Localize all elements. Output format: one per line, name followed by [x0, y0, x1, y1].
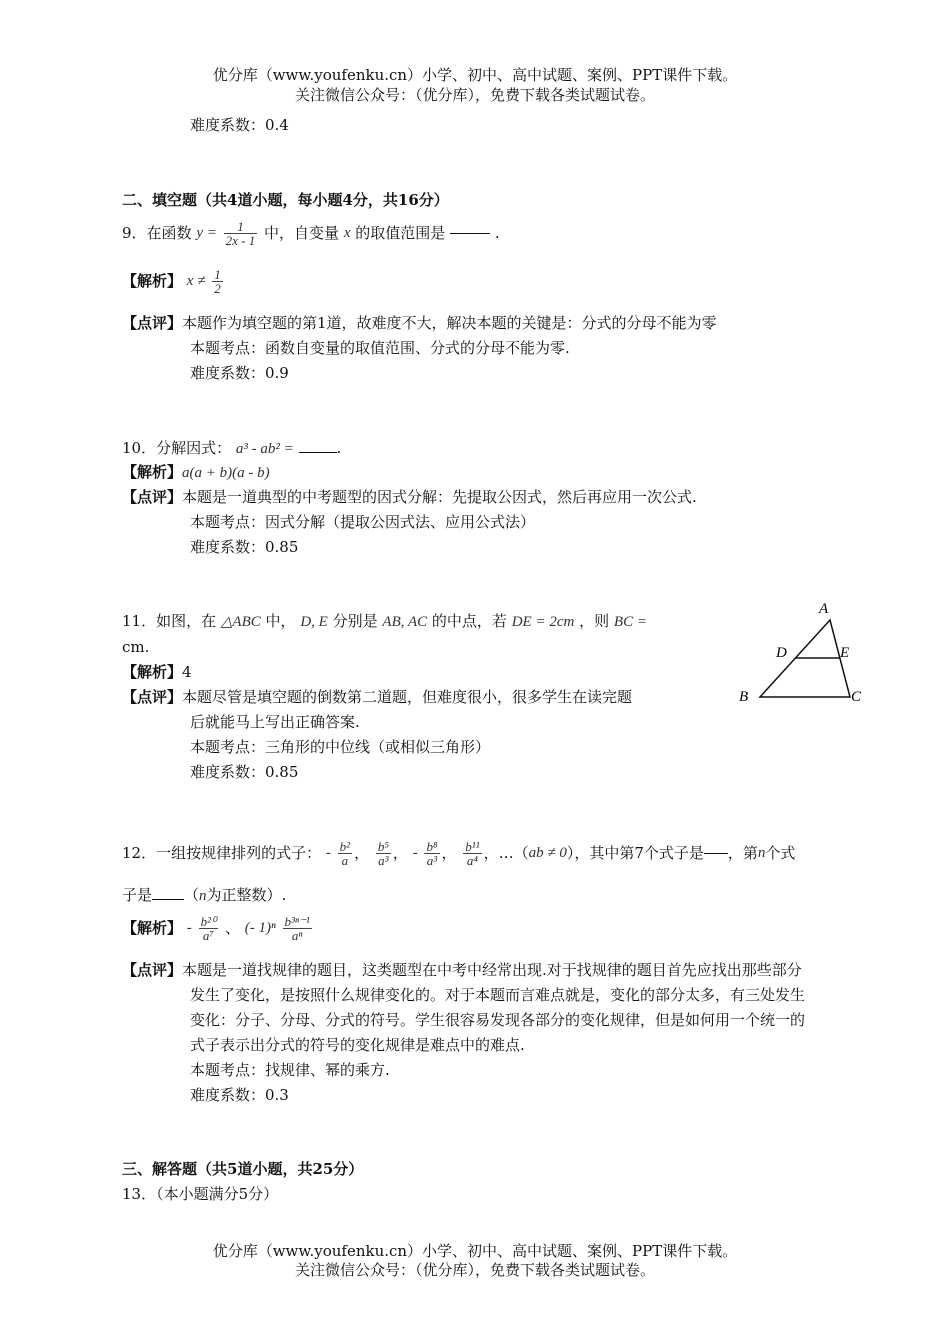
q12-question: 12．一组按规律排列的式子： - $\frac{\text{b²}}{a}$ ， $\frac{\text{b⁵}}{\text{a³}}$ ， - $\frac{\text{b⁸}}{\text{a³}}$ ， $\frac{\text{b¹¹}}{\text{a⁴}}$ ，…（ab ≠ 0），其中第7个式子是 ，第n个式	[122, 839, 796, 868]
label-e: E	[840, 645, 850, 661]
q11-question: 11．如图，在 △ABC 中， D, E 分别是 AB, AC 的中点，若 DE = 2cm ，则 BC =	[122, 612, 647, 630]
q9-answer-blank	[450, 233, 490, 234]
q9-question: 9．在函数 y = $\frac{1}{2x - 1}$ 中，自变量 x 的取值范围是 .	[122, 219, 500, 248]
q10-topic: 本题考点：因式分解（提取公因式法、应用公式法）	[190, 513, 536, 531]
q11-difficulty: 难度系数：0.85	[190, 763, 299, 781]
section2-title: 二、填空题（共4道小题，每小题4分，共16分）	[122, 191, 449, 209]
label-d: D	[776, 645, 787, 661]
q12-comment-4: 式子表示出分式的符号的变化规律是难点中的难点.	[190, 1036, 525, 1054]
q12-blank-7th	[704, 853, 728, 854]
q12-comment: 【点评】本题是一道找规律的题目，这类题型在中考中经常出现.对于找规律的题目首先应找出那些部分	[122, 961, 802, 979]
q9-analysis: 【解析】 x ≠ $\frac{1}{2}$	[122, 267, 221, 296]
q10-analysis: 【解析】a(a + b)(a - b)	[122, 463, 270, 481]
q10-comment: 【点评】本题是一道典型的中考题型的因式分解：先提取公因式，然后再应用一次公式.	[122, 488, 697, 506]
q12-topic: 本题考点：找规律、幂的乘方.	[190, 1061, 390, 1079]
q11-line2: cm.	[122, 638, 150, 656]
label-b: B	[739, 689, 749, 705]
q12-comment-3: 变化：分子、分母、分式的符号。学生很容易发现各部分的变化规律，但是如何用一个统一的	[190, 1011, 806, 1029]
section3-title: 三、解答题（共5道小题，共25分）	[122, 1160, 364, 1178]
q12-difficulty: 难度系数：0.3	[190, 1086, 289, 1104]
q10-answer-blank	[299, 452, 337, 453]
q12-line2: 子是 （n为正整数）.	[122, 886, 287, 904]
q12-blank-nth	[152, 899, 184, 900]
q13-title: 13．（本小题满分5分）	[122, 1185, 279, 1203]
header-line-1: 优分库（www.youfenku.cn）小学、初中、高中试题、案例、PPT课件下载。	[212, 66, 738, 84]
q11-analysis: 【解析】4	[122, 663, 192, 681]
q12-analysis: 【解析】 - $\frac{\text{b²⁰}}{\text{a⁷}}$ 、 (- 1)ⁿ $\frac{\text{b³ⁿ⁻¹}}{\text{aⁿ}}$	[122, 914, 310, 943]
q9-difficulty: 难度系数：0.9	[190, 364, 289, 382]
header-line-2: 关注微信公众号：（优分库），免费下载各类试题试卷。	[294, 86, 655, 104]
q10-question: 10．分解因式： a³ - ab² = .	[122, 439, 342, 457]
footer-line-2: 关注微信公众号：（优分库），免费下载各类试题试卷。	[294, 1261, 655, 1279]
label-a: A	[819, 601, 829, 617]
q12-comment-2: 发生了变化，是按照什么规律变化的。对于本题而言难点就是，变化的部分太多，有三处发生	[190, 986, 806, 1004]
q11-triangle-figure	[730, 595, 880, 710]
q11-topic: 本题考点：三角形的中位线（或相似三角形）	[190, 738, 491, 756]
q11-comment: 【点评】本题尽管是填空题的倒数第二道题，但难度很小，很多学生在读完题	[122, 688, 633, 706]
footer-line-1: 优分库（www.youfenku.cn）小学、初中、高中试题、案例、PPT课件下载。	[212, 1242, 738, 1260]
label-c: C	[851, 689, 862, 705]
q9-topic: 本题考点：函数自变量的取值范围、分式的分母不能为零.	[190, 339, 570, 357]
q11-comment-cont: 后就能马上写出正确答案.	[190, 713, 360, 731]
q9-comment: 【点评】本题作为填空题的第1道，故难度不大，解决本题的关键是：分式的分母不能为零	[122, 314, 717, 332]
q10-difficulty: 难度系数：0.85	[190, 538, 299, 556]
q9-fraction: $\frac{1}{2x - 1}$	[225, 219, 256, 248]
top-difficulty: 难度系数：0.4	[190, 116, 289, 134]
